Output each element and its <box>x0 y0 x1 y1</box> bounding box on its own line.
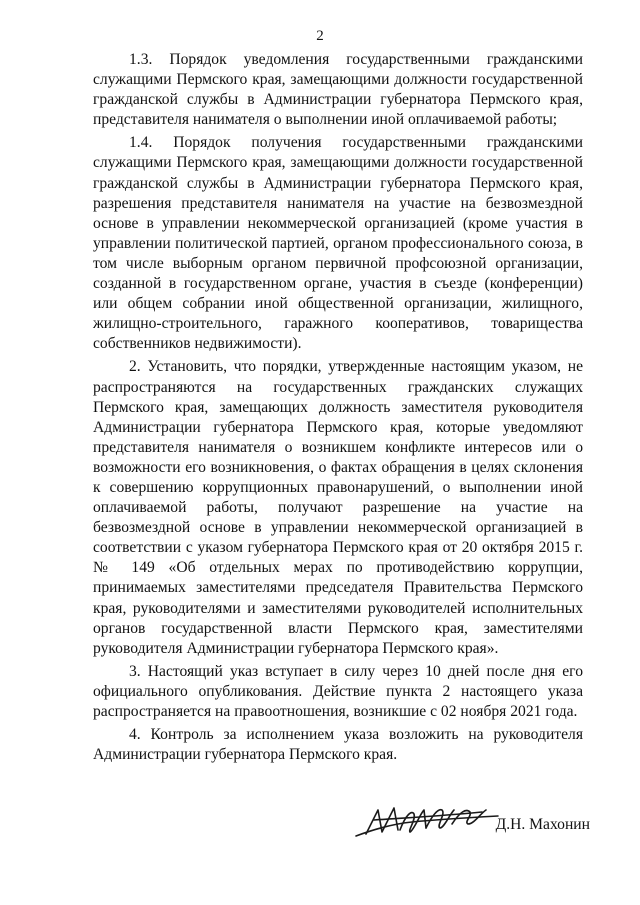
paragraph-4: 4. Контроль за исполнением указа возложить на руководителя Администрации губернатора Пермского края. <box>93 726 583 764</box>
paragraph-1-3: 1.3. Порядок уведомления государственными гражданскими служащими Пермского края, замещающими должности государственной гражданской службы в Администрации губернатора Пермского края, представителя нанимателя о выполнении иной оплачиваемой работы; <box>93 51 583 129</box>
paragraph-1-4: 1.4. Порядок получения государственными гражданскими служащими Пермского края, замещающими должности государственной гражданской службы в Администрации губернатора Пермского края, разрешения представителя нанимателя на участие на безвозмездной основе в управлении некоммерческой организацией (кроме участия в управлении политической партией, органом профессионального союза, в том числе выборным органом первичной профсоюзной организации, созданной в государственном органе, участия в съезде (конференции) или общем собрании иной общественной организации, жилищного, жилищно-строительного, гаражного кооперативов, товарищества собственников недвижимости). <box>93 134 583 353</box>
document-body <box>93 50 583 768</box>
signature-block <box>340 796 590 856</box>
signer-name: Д.Н. Махонин <box>495 816 590 833</box>
handwritten-signature <box>352 800 502 844</box>
paragraph-2: 2. Установить, что порядки, утвержденные настоящим указом, не распространяются на государственных гражданских служащих Пермского края, замещающих должность заместителя руководителя Администрации губернатора Пермского края, которые уведомляют представителя нанимателя о возникшем конфликте интересов или о возможности его возникновения, о фактах обращения в целях склонения к совершению коррупционных правонарушений, о выполнении иной оплачиваемой работы, получают разрешение на участие на безвозмездной основе в управлении некоммерческой организацией в соответствии с указом губернатора Пермского края от 20 октября 2015 г. № 149 «Об отдельных мерах по противодействию коррупции, принимаемых заместителями председателя Правительства Пермского края, руководителями и заместителями руководителей исполнительных органов государственной власти Пермского края, заместителями руководителя Администрации губернатора Пермского края». <box>93 358 583 657</box>
paragraph-3: 3. Настоящий указ вступает в силу через 10 дней после дня его официального опубликования. Действие пункта 2 настоящего указа распространяется на правоотношения, возникшие с 02 ноября 2021 года. <box>93 662 583 720</box>
page-number: 2 <box>316 28 324 44</box>
